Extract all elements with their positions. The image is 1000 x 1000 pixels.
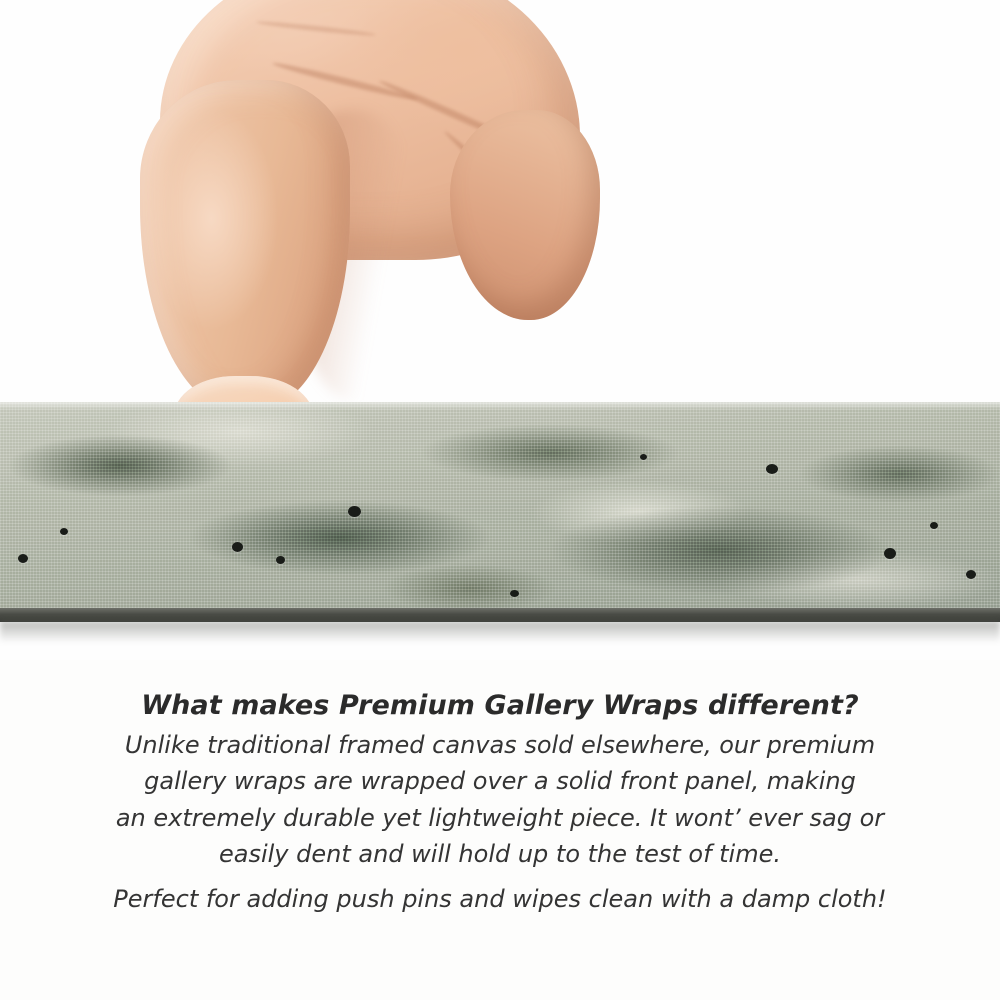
gallery-wrap-bottom-edge <box>0 608 1000 622</box>
paint-speck <box>930 522 938 529</box>
paint-speck <box>766 464 778 474</box>
caption-line: easily dent and will hold up to the test of time. <box>218 840 781 869</box>
adjacent-finger <box>450 110 600 320</box>
paint-speck <box>348 506 361 517</box>
paint-speck <box>640 454 647 460</box>
canvas-print-surface <box>0 402 1000 614</box>
hand-pressing-canvas <box>120 0 580 430</box>
paint-speck <box>884 548 896 559</box>
caption-line: an extremely durable yet lightweight piece. It wont’ ever sag or <box>115 803 885 832</box>
gallery-wrap-edge <box>0 402 1000 642</box>
caption-body <box>0 727 1000 917</box>
paint-speck <box>276 556 285 564</box>
paint-speck <box>60 528 68 535</box>
caption-line: gallery wraps are wrapped over a solid front panel, making <box>144 767 856 796</box>
caption-block <box>0 690 1000 917</box>
paint-speck <box>232 542 243 552</box>
caption-closing-line: Perfect for adding push pins and wipes clean with a damp cloth! <box>113 884 887 913</box>
drop-shadow <box>0 621 1000 643</box>
paint-speck <box>510 590 519 597</box>
caption-heading: What makes Premium Gallery Wraps different? <box>141 690 859 721</box>
knuckle-crease-icon <box>256 20 376 38</box>
canvas-weave-texture <box>0 402 1000 614</box>
canvas-top-highlight <box>0 402 1000 410</box>
caption-line: Unlike traditional framed canvas sold elsewhere, our premium <box>124 731 876 759</box>
index-finger <box>140 80 350 410</box>
paint-speck <box>966 570 976 579</box>
paint-speck <box>18 554 28 563</box>
